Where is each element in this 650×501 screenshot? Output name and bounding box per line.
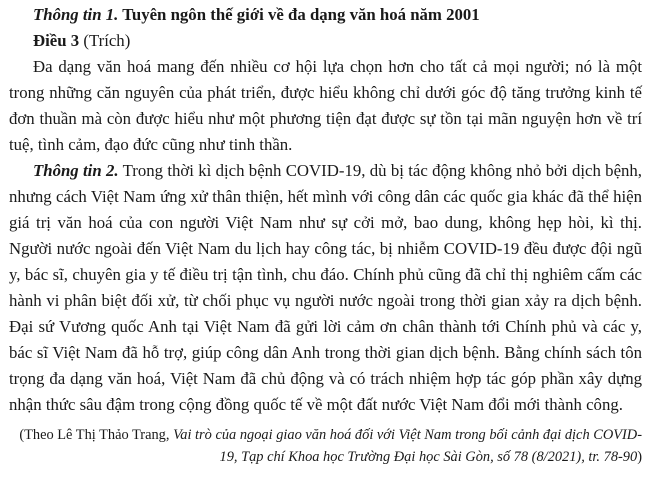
article-heading <box>9 28 642 54</box>
source-title: Vai trò của ngoại giao văn hoá đối với Việt Nam trong bối cảnh đại dịch COVID-19 <box>173 427 642 465</box>
info2-paragraph <box>9 158 642 418</box>
article-note: (Trích) <box>79 31 131 50</box>
source-prefix: (Theo Lê Thị Thảo Trang, <box>19 427 174 443</box>
info2-body: Trong thời kì dịch bệnh COVID-19, dù bị tác động không nhỏ bởi dịch bệnh, nhưng cách Việt Nam ứng xử thân thiện, hết mình với công dân các quốc gia khác đã thể hiện giá trị văn hoá của con người Việt Nam như sự cởi mở, bao dung, không hẹp hòi, kì thị. Người nước ngoài đến Việt Nam du lịch hay công tác, bị nhiễm COVID-19 đều được đội ngũ y, bác sĩ, chuyên gia y tế điều trị tận tình, chu đáo. Chính phủ cũng đã chỉ thị nghiêm cấm các hành vi phân biệt đối xử, từ chối phục vụ người nước ngoài trong thời gian xảy ra dịch bệnh. Đại sứ Vương quốc Anh tại Việt Nam đã gửi lời cảm ơn chân thành tới Chính phủ và các y, bác sĩ Việt Nam đã hỗ trợ, giúp công dân Anh trong thời gian dịch bệnh. Bằng chính sách tôn trọng đa dạng văn hoá, Việt Nam đã chủ động và có trách nhiệm hợp tác góp phần xây dựng nhận thức sâu đậm trong cộng đồng quốc tế về một đất nước Việt Nam đổi mới thành công. <box>9 161 642 414</box>
article-number: Điều 3 <box>33 31 80 50</box>
info2-label: Thông tin 2. <box>33 161 119 180</box>
info1-title: Tuyên ngôn thế giới về đa dạng văn hoá năm 2001 <box>118 5 480 24</box>
source-citation <box>9 424 642 468</box>
info1-label: Thông tin 1. <box>33 5 119 24</box>
source-journal: Tạp chí Khoa học Trường Đại học Sài Gòn, số 78 (8/2021), tr. 78-90 <box>241 449 638 465</box>
info1-body: Đa dạng văn hoá mang đến nhiều cơ hội lựa chọn hơn cho tất cả mọi người; nó là một trong những căn nguyên của phát triển, được hiểu không chỉ dưới góc độ tăng trưởng kinh tế đơn thuần mà còn được hiểu như một phương tiện đạt được sự tồn tại mãn nguyện hơn về trí tuệ, tình cảm, đạo đức cũng như tinh thần. <box>9 57 642 154</box>
source-separator: , <box>233 449 242 465</box>
source-suffix: ) <box>637 449 642 465</box>
info1-heading <box>9 2 642 28</box>
